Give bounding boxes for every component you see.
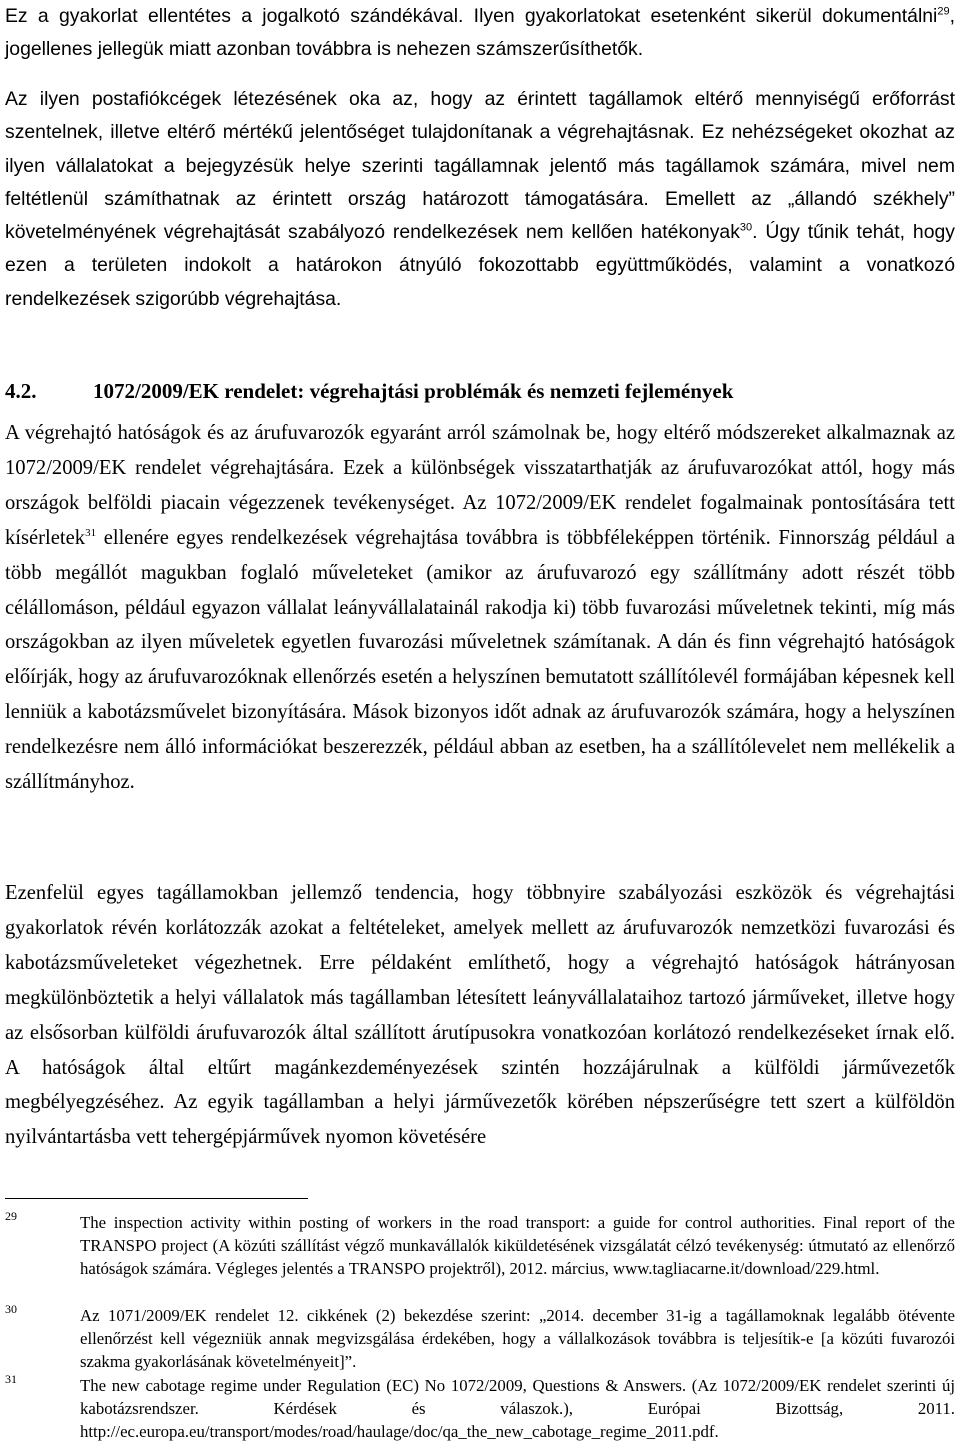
footnote-ref-31[interactable]: 31 <box>85 526 97 539</box>
paragraph-intro <box>5 0 955 67</box>
footnote-separator <box>5 1198 308 1199</box>
section-title: 1072/2009/EK rendelet: végrehajtási problémák és nemzeti fejlemények <box>93 379 734 403</box>
paragraph-restrictions <box>5 876 955 1155</box>
paragraph-postbox-text-2: . Úgy tűnik tehát, hogy ezen a területen indokolt a határokon átnyúló fokozottabb együttműködés, valamint a vonatkozó rendelkezések szigorúbb végrehajtása. <box>5 221 955 310</box>
paragraph-postbox-text-1: Az ilyen postafiókcégek létezésének oka az, hogy az érintett tagállamok eltérő mennyiségű erőforrást szentelnek, illetve eltérő mértékű jelentőséget tulajdonítanak a végrehajtásnak. Ez nehézségeket okozhat az ilyen vállalatokat a bejegyzésük helye szerinti tagállamnak jelentő más tagállamok számára, mivel nem feltétlenül számíthatnak az érintett ország határozott támogatására. Emellett az „állandó székhely” követelményének végrehajtását szabályozó rendelkezések nem kellően hatékonyak <box>5 88 955 244</box>
section-number: 4.2. <box>5 379 37 403</box>
footnote-text: Az 1071/2009/EK rendelet 12. cikkének (2) bekezdése szerint: „2014. december 31-ig a tagállamoknak legalább ötévente ellenőrzést kell végezniük annak megvizsgálása érdekében, hogy a vállalkozások továbbra is teljesítik-e [a közúti fuvarozói szakma gyakorlásának követelményeit]”. <box>80 1306 955 1371</box>
footnote-text: The new cabotage regime under Regulation (EC) No 1072/2009, Questions & Answers. (Az 1072/2009/EK rendelet szerinti új kabotázsrendszer. Kérdések és válaszok.), Európai Bizottság, 2011. http://ec.europa.eu/transport/modes/road/haulage/doc/qa_the_new_cabotage_regime_2011.pdf. <box>80 1376 955 1441</box>
paragraph-enforcement-text-1: A végrehajtó hatóságok és az árufuvarozók egyaránt arról számolnak be, hogy eltérő módszereket alkalmaznak az 1072/2009/EK rendelet végrehajtására. Ezek a különbségek visszatarthatják az árufuvarozókat attól, hogy más országok belföldi piacain végezzenek tevékenységet. Az 1072/2009/EK rendelet fogalmainak pontosítására tett kísérletek <box>5 422 955 549</box>
footnote-text: The inspection activity within posting of workers in the road transport: a guide for control authorities. Final report of the TRANSPO project (A közúti szállítást végző munkavállalók kiküldetésének vizsgálatát célzó tevékenység: útmutató az ellenőrző hatóságok számára. Végleges jelentés a TRANSPO projektről), 2012. március, www.tagliacarne.it/download/229.html. <box>80 1213 955 1278</box>
footnote-ref-29[interactable]: 29 <box>937 5 950 18</box>
paragraph-intro-text-2: , jogellenes jellegük miatt azonban továbbra is nehezen számszerűsíthetők. <box>5 5 955 61</box>
footnote-number: 29 <box>5 1209 17 1223</box>
section-heading <box>5 375 955 407</box>
paragraph-intro-text-1: Ez a gyakorlat ellentétes a jogalkotó szándékával. Ilyen gyakorlatokat esetenként sikerül dokumentálni <box>5 5 938 27</box>
paragraph-postbox-companies <box>5 83 955 316</box>
paragraph-enforcement-text-2: ellenére egyes rendelkezések végrehajtása továbbra is többféleképpen történik. Finnország például a több megállót magukban foglaló műveleteket (amikor az árufuvarozó egy szállítmány adott részét több célállomáson, például egyazon vállalat leányvállalatainál rakodja ki) több fuvarozási műveletnek tekinti, míg más országokban az ilyen műveletek egyetlen fuvarozási műveletnek számítanak. A dán és finn végrehajtó hatóságok előírják, hogy az árufuvarozóknak ellenőrzés esetén a helyszínen bemutatott szállítólevél formájában képesnek kell lenniük a kabotázsművelet bizonyítására. Mások bizonyos időt adnak az árufuvarozók számára, hogy a helyszínen rendelkezésre nem álló információkat beszerezzék, például abban az esetben, ha a szállítólevelet nem mellékelik a szállítmányhoz. <box>5 526 955 794</box>
footnote-number: 31 <box>5 1372 17 1386</box>
paragraph-enforcement <box>5 416 955 800</box>
footnote-ref-30[interactable]: 30 <box>739 221 753 234</box>
paragraph-restrictions-text: Ezenfelül egyes tagállamokban jellemző tendencia, hogy többnyire szabályozási eszközök és végrehajtási gyakorlatok révén korlátozzák azokat a feltételeket, amelyek mellett az árufuvarozók nemzetközi fuvarozási és kabotázsműveleteket végezhetnek. Erre példaként említhető, hogy a végrehajtó hatóságok hátrányosan megkülönböztetik a helyi vállalatok más tagállamban létesített leányvállalataihoz tartozó járműveket, illetve hogy az elsősorban külföldi árufuvarozók által szállított árutípusokra vonatkozóan korlátozó rendelkezéseket írnak elő. A hatóságok által eltűrt magánkezdeményezések szintén hozzájárulnak a külföldi járművezetők megbélyegzéséhez. Az egyik tagállamban a helyi járművezetők körében népszerűségre tett szert a külföldön nyilvántartásba vett tehergépjárművek nyomon követésére <box>5 882 955 1149</box>
footnote-number: 30 <box>5 1302 17 1316</box>
